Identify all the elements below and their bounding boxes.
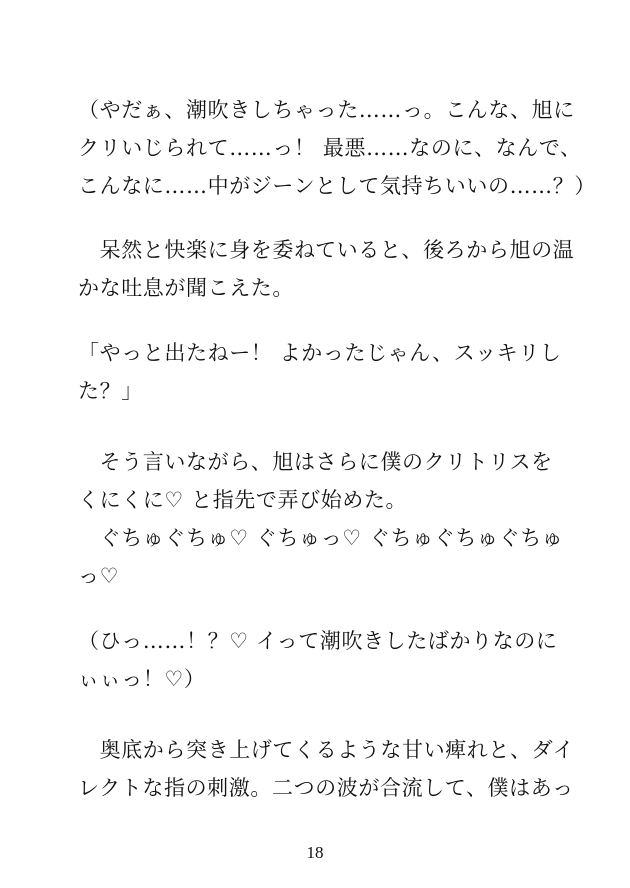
text-line: 奥底から突き上げてくるような甘い痺れと、ダイ bbox=[78, 738, 575, 762]
text-line: （やだぁ、潮吹きしちゃった……っ。こんな、旭に bbox=[78, 98, 575, 122]
text-line: ぃぃっ！♡） bbox=[78, 667, 206, 691]
text-line: 呆然と快楽に身を委ねていると、後ろから旭の温 bbox=[78, 238, 575, 262]
text-line: クリいじられて……っ！ 最悪……なのに、なんで、 bbox=[78, 136, 582, 160]
page-number: 18 bbox=[306, 843, 324, 862]
text-line: た？」 bbox=[78, 379, 143, 403]
text-line: （ひっ……！？♡ イって潮吹きしたばかりなのに bbox=[78, 629, 558, 653]
text-line: 「やっと出たねー！ よかったじゃん、スッキリし bbox=[78, 341, 562, 365]
text-line: こんなに……中がジーンとして気持ちいいの……？） bbox=[78, 174, 596, 198]
text-line: レクトな指の刺激。二つの波が合流して、僕はあっ bbox=[78, 776, 574, 800]
text-line: かな吐息が聞こえた。 bbox=[78, 276, 294, 300]
text-line: そう言いながら、旭はさらに僕のクリトリスを bbox=[78, 450, 553, 474]
text-line: くにくに♡ と指先で弄び始めた。 bbox=[78, 488, 408, 512]
text-line: ぐちゅぐちゅ♡ ぐちゅっ♡ ぐちゅぐちゅぐちゅ bbox=[78, 526, 564, 550]
text-line: っ♡ bbox=[78, 564, 120, 588]
